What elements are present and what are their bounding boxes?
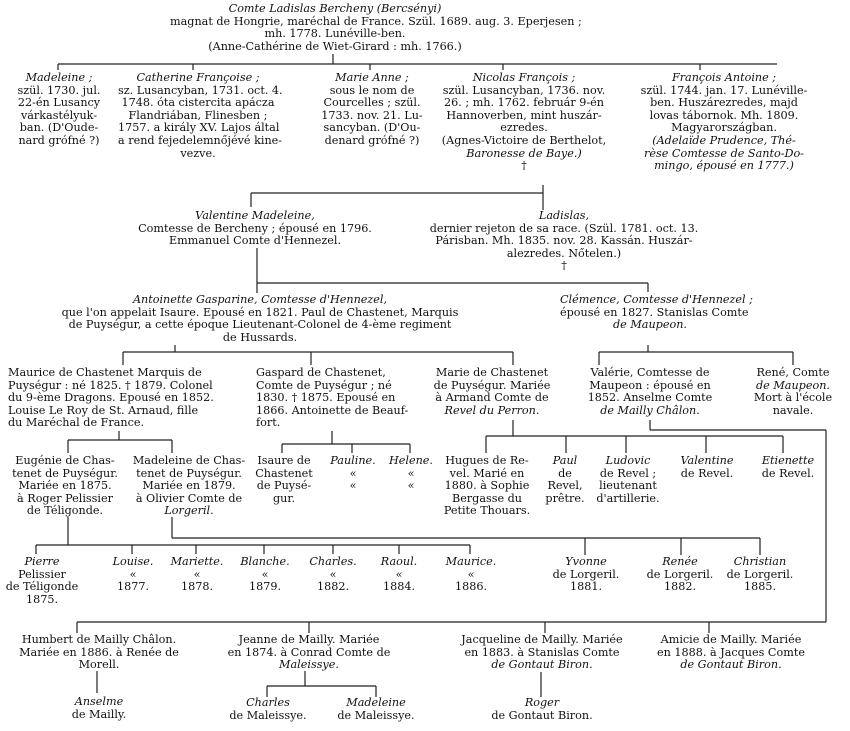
node-yvonne: Yvonne de Lorgeril. 1881.: [552, 555, 620, 594]
node-hugues: Hugues de Re- vel. Marié en 1880. à Sophie Bergasse du Petite Thouars.: [443, 454, 531, 518]
node-valerie: Valérie, Comtesse de Maupeon : épousé en 1852. Anselme Comte de Mailly Châlon.: [587, 366, 713, 417]
node-ludovic: Ludovic de Revel ; lieutenant d'artillerie.: [596, 454, 660, 505]
node-francois-antoine: François Antoine ; szül. 1744. jan. 17. Lunéville- ben. Huszárezredes, majd lovas tábornok. Mh. 1809. Magyarországban. (Adelaïde Prudence, Thé- rèse Comtesse de Santo-Do- mingo, épousé en 1777.): [640, 71, 808, 173]
node-raoul: Raoul. « 1884.: [380, 555, 418, 594]
node-mariette: Mariette. « 1878.: [170, 555, 224, 594]
node-humbert: Humbert de Mailly Châlon. Mariée en 1886. à Renée de Morell.: [19, 633, 179, 672]
node-nicolas-francois: Nicolas François ; szül. Lusancyban, 1736. nov. 26. ; mh. 1762. február 9-én Hannoverben, mint huszár- ezredes. (Agnes-Victoire de Berthelot, Baronesse de Baye.) †: [441, 71, 607, 173]
node-etienette: Etienette de Revel.: [761, 454, 815, 480]
node-ladislas-bercheny: Comte Ladislas Bercheny (Bercsényi) magnat de Hongrie, maréchal de France. Szül. 1689. aug. 3. Eperjesen ; mh. 1778. Lunéville-ben. (Anne-Cathérine de Wiet-Girard : mh. 1766.): [170, 2, 582, 53]
node-christian: Christian de Lorgeril. 1885.: [726, 555, 794, 594]
node-jacqueline: Jacqueline de Mailly. Mariée en 1883. à Stanislas Comte de Gontaut Biron.: [461, 633, 623, 672]
node-marie-de-chastenet: Marie de Chastenet de Puységur. Mariée à Armand Comte de Revel du Perron.: [433, 366, 551, 417]
node-anselme: Anselme de Mailly.: [71, 695, 127, 721]
node-jeanne: Jeanne de Mailly. Mariée en 1874. à Conrad Comte de Maleissye.: [227, 633, 391, 672]
node-isaure: Isaure de Chastenet de Puysé- gur.: [255, 454, 313, 505]
node-ladislas: Ladislas, dernier rejeton de sa race. (Szül. 1781. oct. 13. Párisban. Mh. 1835. nov. 28. Kassán. Huszár- alezredes. Nőtelen.) †: [429, 209, 699, 273]
node-renee: Renée de Lorgeril. 1882.: [646, 555, 714, 594]
node-charles-de-maleissye: Charles de Maleissye.: [229, 696, 307, 722]
node-madeleine-de-maleissye: Madeleine de Maleissye.: [337, 696, 415, 722]
node-antoinette-gasparine: Antoinette Gasparine, Comtesse d'Hennezel, que l'on appelait Isaure. Epousé en 1821. Paul de Chastenet, Marquis de Puységur, a cette époque Lieutenant-Colonel de 4-ème regiment de Hussards.: [61, 293, 459, 344]
node-catherine-francoise: Catherine Françoise ; sz. Lusancyban, 1731. oct. 4. 1748. óta cistercita apácza Flandriában, Flinesben ; 1757. a király XV. Lajos által a rend fejedelemnőjévé kine- vezve.: [118, 71, 283, 160]
node-maurice-de-chastenet: Maurice de Chastenet Marquis de Puységur : né 1825. † 1879. Colonel du 9-ème Dragons. Epousé en 1852. Louise Le Roy de St. Arnaud, fille du Maréchal de France.: [8, 366, 214, 430]
node-maurice: Maurice. « 1886.: [445, 555, 497, 594]
node-helene: Helene. « «: [389, 454, 433, 493]
node-marie-anne: Marie Anne ; sous le nom de Courcelles ; szül. 1733. nov. 21. Lu- sancyban. (D'Ou- denard grófné ?): [321, 71, 423, 147]
node-charles: Charles. « 1882.: [309, 555, 357, 594]
node-gaspard: Gaspard de Chastenet, Comte de Puységur ; né 1830. † 1875. Epousé en 1866. Antoinette de Beauf- fort.: [256, 366, 409, 430]
node-louise: Louise. « 1877.: [112, 555, 154, 594]
node-clemence: Clémence, Comtesse d'Hennezel ; épousé en 1827. Stanislas Comte de Maupeon.: [560, 293, 753, 332]
node-valentine-madeleine: Valentine Madeleine, Comtesse de Bercheny ; épousé en 1796. Emmanuel Comte d'Hennezel.: [138, 209, 372, 248]
node-blanche: Blanche. « 1879.: [240, 555, 290, 594]
node-paul: Paul de Revel, prêtre.: [545, 454, 585, 505]
node-madeleine: Madeleine ; szül. 1730. jul. 22-én Lusancy várkastélyuk- ban. (D'Oude- nard grófné ?): [17, 71, 101, 147]
node-rene: René, Comte de Maupeon. Mort à l'école navale.: [753, 366, 833, 417]
node-amicie: Amicie de Mailly. Mariée en 1888. à Jacques Comte de Gontaut Biron.: [657, 633, 805, 672]
node-valentine-de-revel: Valentine de Revel.: [680, 454, 734, 480]
node-eugenie: Eugénie de Chas- tenet de Puységur. Mariée en 1875. à Roger Pelissier de Téligonde.: [12, 454, 118, 518]
node-madeleine-de-chastenet: Madeleine de Chas- tenet de Puységur. Mariée en 1879. à Olivier Comte de Lorgeril.: [132, 454, 246, 518]
node-pierre: Pierre Pelissier de Téligonde 1875.: [5, 555, 79, 606]
node-roger: Roger de Gontaut Biron.: [491, 696, 593, 722]
node-pauline: Pauline. « «: [330, 454, 376, 493]
